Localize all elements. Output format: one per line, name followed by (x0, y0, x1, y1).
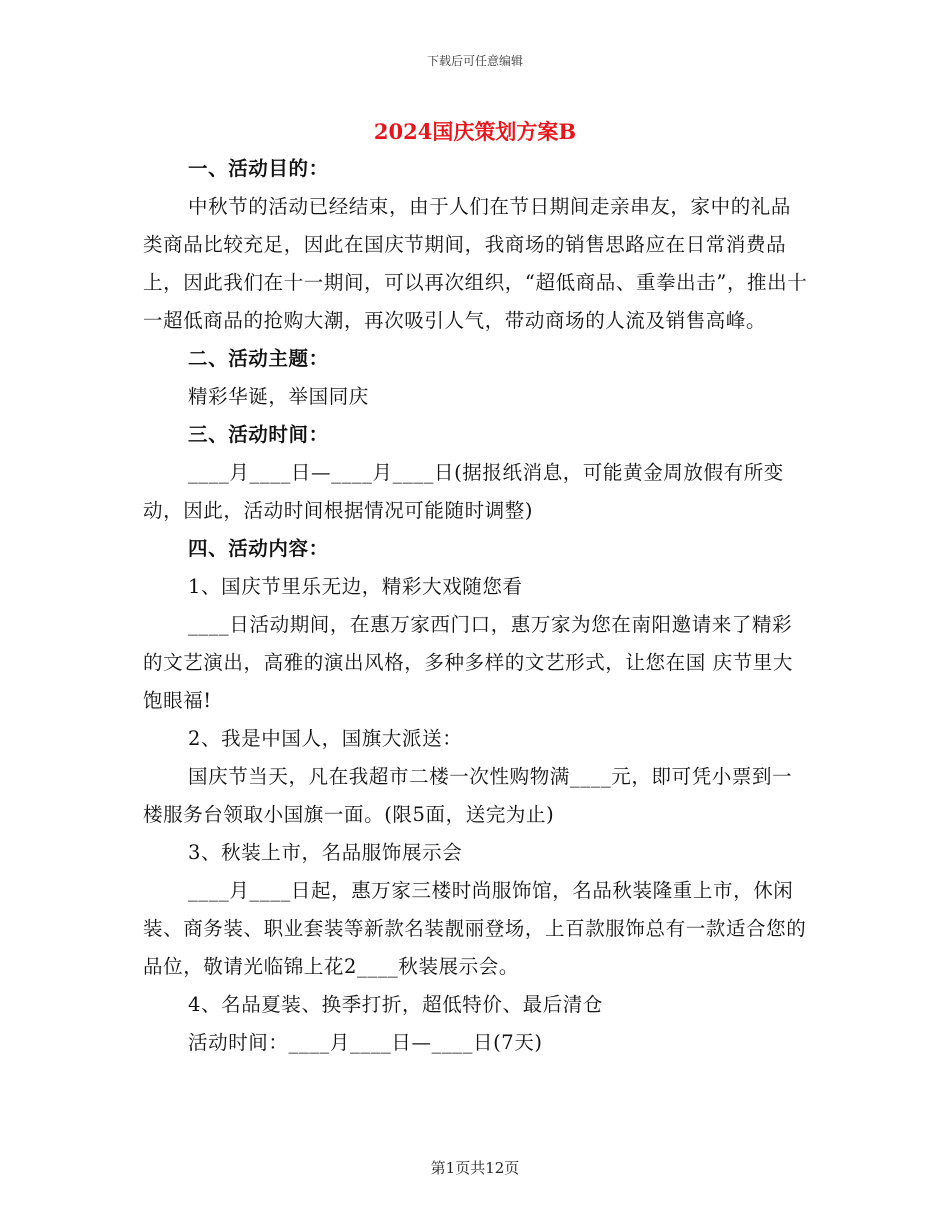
section-2-body: 精彩华诞，举国同庆 (188, 385, 369, 408)
section-2-heading: 二、活动主题： (188, 347, 329, 370)
section-1-heading: 一、活动目的： (188, 157, 329, 180)
header-note: 下载后可任意编辑 (426, 54, 523, 68)
section-4-heading: 四、活动内容： (188, 537, 329, 560)
item-3-body: ____月____日起，惠万家三楼时尚服饰馆，名品秋装隆重上市，休闲装、商务装、职业套装等新款名装靓丽登场，上百款服饰总有一款适合您的品位，敬请光临锦上花2____秋装展示会。 (143, 879, 807, 978)
item-1-title: 1、国庆节里乐无边，精彩大戏随您看 (188, 575, 523, 598)
item-4-time: 活动时间：____月____日—____日(7天) (188, 1031, 543, 1054)
section-3-heading: 三、活动时间： (188, 423, 329, 446)
item-3-title: 3、秋装上市，名品服饰展示会 (188, 841, 463, 864)
section-1-body: 中秋节的活动已经结束，由于人们在节日期间走亲串友，家中的礼品类商品比较充足，因此在国庆节期间，我商场的销售思路应在日常消费品上，因此我们在十一期间，可以再次组织，“超低商品、重拳出击”，推出十一超低商品的抢购大潮，再次吸引人气，带动商场的人流及销售高峰。 (143, 195, 808, 332)
item-2-body: 国庆节当天，凡在我超市二楼一次性购物满____元，即可凭小票到一楼服务台领取小国旗一面。(限5面，送完为止) (143, 765, 793, 826)
section-3-body: ____月____日—____月____日(据报纸消息，可能黄金周放假有所变动，因此，活动时间根据情况可能随时调整) (143, 461, 784, 522)
item-4-title: 4、名品夏装、换季打折，超低特价、最后清仓 (188, 993, 604, 1016)
item-1-body: ____日活动期间，在惠万家西门口，惠万家为您在南阳邀请来了精彩的文艺演出，高雅的演出风格，多种多样的文艺形式，让您在国 庆节里大饱眼福! (143, 613, 793, 712)
item-2-title: 2、我是中国人，国旗大派送： (188, 727, 463, 750)
document-body (143, 150, 808, 1062)
document-title: 2024国庆策划方案B (373, 119, 577, 144)
page-footer: 第1页共12页 (430, 1159, 520, 1177)
